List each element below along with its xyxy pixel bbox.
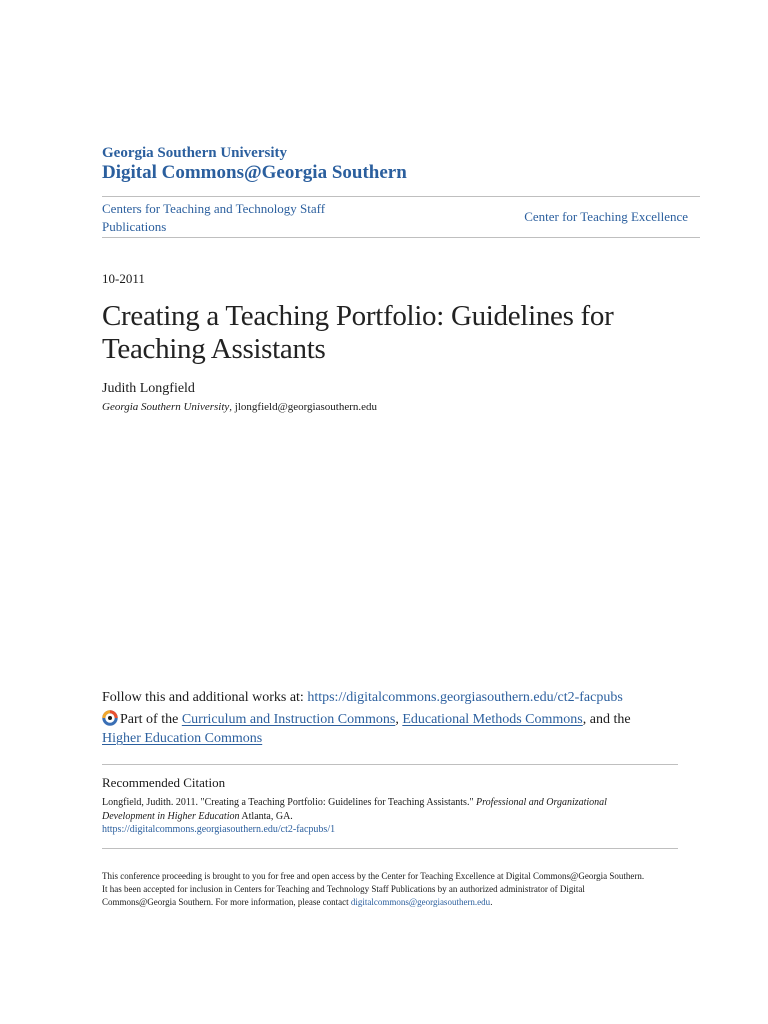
- citation-url-link[interactable]: https://digitalcommons.georgiasouthern.edu/ct2-facpubs/1: [102, 824, 336, 835]
- footer-period: .: [490, 897, 493, 907]
- author-name: Judith Longfield: [102, 381, 195, 396]
- citation-text: [102, 796, 642, 824]
- divider: [102, 764, 678, 765]
- citation-heading: Recommended Citation: [102, 775, 226, 790]
- repository-name[interactable]: Digital Commons@Georgia Southern: [102, 162, 407, 183]
- series-bar: [102, 196, 700, 238]
- series-link[interactable]: Centers for Teaching and Technology Staff Publications: [102, 201, 326, 234]
- follow-label: Follow this and additional works at:: [102, 690, 304, 705]
- paper-title: Creating a Teaching Portfolio: Guidelines for Teaching Assistants: [102, 300, 614, 365]
- collection-url-link[interactable]: https://digitalcommons.georgiasouthern.edu/ct2-facpubs: [307, 690, 623, 705]
- curriculum-commons-link[interactable]: Curriculum and Instruction Commons: [181, 712, 396, 727]
- follow-line: [102, 690, 623, 706]
- author-email: jlongfield@georgiasouthern.edu: [234, 401, 377, 413]
- access-notice: [102, 870, 672, 909]
- footer-line-1: This conference proceeding is brought to you for free and open access by the Center for Teaching Excellence at Digital Commons@Georgia Southern.: [102, 871, 645, 881]
- institution-name[interactable]: Georgia Southern University: [102, 145, 287, 161]
- bepress-network-icon[interactable]: [102, 710, 118, 726]
- commons-line: Part of the Curriculum and Instruction Commons, Educational Methods Commons, and the Higher Education Commons: [102, 712, 631, 746]
- contact-email-link[interactable]: digitalcommons@georgiasouthern.edu: [350, 897, 491, 907]
- publication-date: 10-2011: [102, 271, 145, 286]
- part-of-label: Part of the: [120, 712, 179, 727]
- citation-body: Longfield, Judith. 2011. "Creating a Teaching Portfolio: Guidelines for Teaching Assistants.": [102, 797, 474, 808]
- affiliation-name: Georgia Southern University: [102, 401, 230, 413]
- educational-methods-commons-link[interactable]: Educational Methods Commons: [402, 712, 583, 727]
- header: [102, 144, 702, 184]
- footer-line-3: Commons@Georgia Southern. For more information, please contact: [102, 897, 349, 907]
- footer-line-2: It has been accepted for inclusion in Centers for Teaching and Technology Staff Publications by an authorized administrator of Digital: [102, 884, 585, 894]
- citation-journal: Professional and Organizational Development in Higher Education: [102, 797, 607, 822]
- divider: [102, 848, 678, 849]
- higher-education-commons-link[interactable]: Higher Education Commons: [102, 731, 263, 746]
- center-link[interactable]: Center for Teaching Excellence: [524, 209, 688, 224]
- citation-location: Atlanta, GA.: [241, 811, 293, 822]
- and-the-label: , and the: [582, 712, 631, 727]
- author-affiliation: Georgia Southern University, jlongfield@georgiasouthern.edu: [102, 401, 377, 413]
